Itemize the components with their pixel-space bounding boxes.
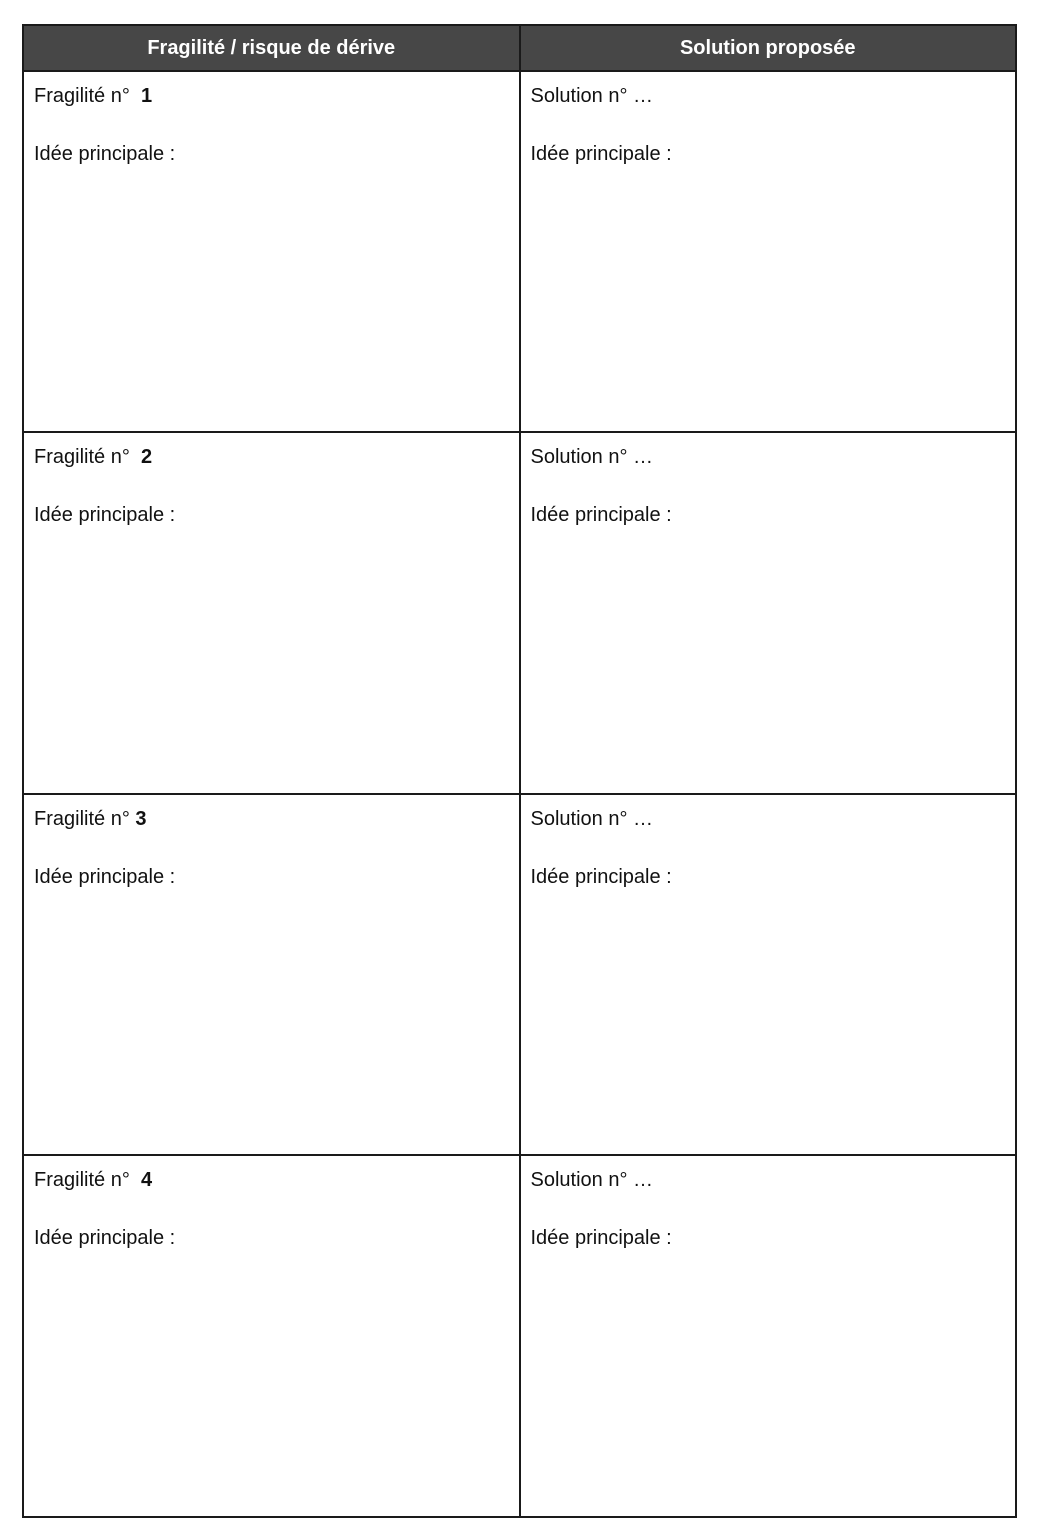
fragility-cell-2[interactable] bbox=[24, 432, 520, 793]
fragility-number: 2 bbox=[140, 446, 153, 469]
fragility-number: 4 bbox=[140, 1168, 153, 1191]
fragility-title bbox=[34, 807, 509, 831]
fragility-idea-label: Idée principale : bbox=[34, 1226, 176, 1249]
worksheet-table-frame bbox=[22, 24, 1017, 1518]
solution-title: Solution n° … bbox=[530, 85, 654, 107]
solution-title: Solution n° … bbox=[530, 807, 654, 830]
table-row bbox=[24, 71, 1015, 432]
solution-title: Solution n° … bbox=[530, 1168, 654, 1191]
fragility-title bbox=[34, 84, 509, 108]
fragility-prefix: Fragilité n° bbox=[34, 1168, 130, 1191]
solution-cell-2[interactable] bbox=[520, 432, 1016, 793]
table-header-row bbox=[24, 26, 1015, 71]
solution-idea-label: Idée principale : bbox=[530, 504, 672, 527]
table-row bbox=[24, 1155, 1015, 1516]
fragility-idea-label: Idée principale : bbox=[34, 504, 176, 527]
fragility-prefix: Fragilité n° bbox=[34, 807, 130, 830]
solution-idea-label: Idée principale : bbox=[530, 1226, 672, 1249]
solution-cell-1[interactable] bbox=[520, 71, 1016, 432]
fragility-solution-table bbox=[24, 26, 1015, 1516]
fragility-idea-label: Idée principale : bbox=[34, 143, 176, 165]
fragility-number: 1 bbox=[140, 85, 153, 107]
fragility-idea-label: Idée principale : bbox=[34, 865, 176, 888]
solution-idea-label: Idée principale : bbox=[530, 865, 672, 888]
fragility-title bbox=[34, 1168, 509, 1192]
solution-cell-3[interactable] bbox=[520, 794, 1016, 1155]
fragility-prefix: Fragilité n° bbox=[34, 85, 130, 107]
solution-title: Solution n° … bbox=[530, 446, 654, 469]
fragility-number: 3 bbox=[135, 807, 147, 830]
fragility-title bbox=[34, 445, 509, 469]
fragility-cell-4[interactable] bbox=[24, 1155, 520, 1516]
solution-cell-4[interactable] bbox=[520, 1155, 1016, 1516]
fragility-cell-3[interactable] bbox=[24, 794, 520, 1155]
fragility-prefix: Fragilité n° bbox=[34, 446, 130, 469]
fragility-cell-1[interactable] bbox=[24, 71, 520, 432]
header-fragility: Fragilité / risque de dérive bbox=[24, 26, 520, 71]
solution-idea-label: Idée principale : bbox=[530, 143, 672, 165]
table-row bbox=[24, 794, 1015, 1155]
header-solution: Solution proposée bbox=[520, 26, 1016, 71]
table-row bbox=[24, 432, 1015, 793]
